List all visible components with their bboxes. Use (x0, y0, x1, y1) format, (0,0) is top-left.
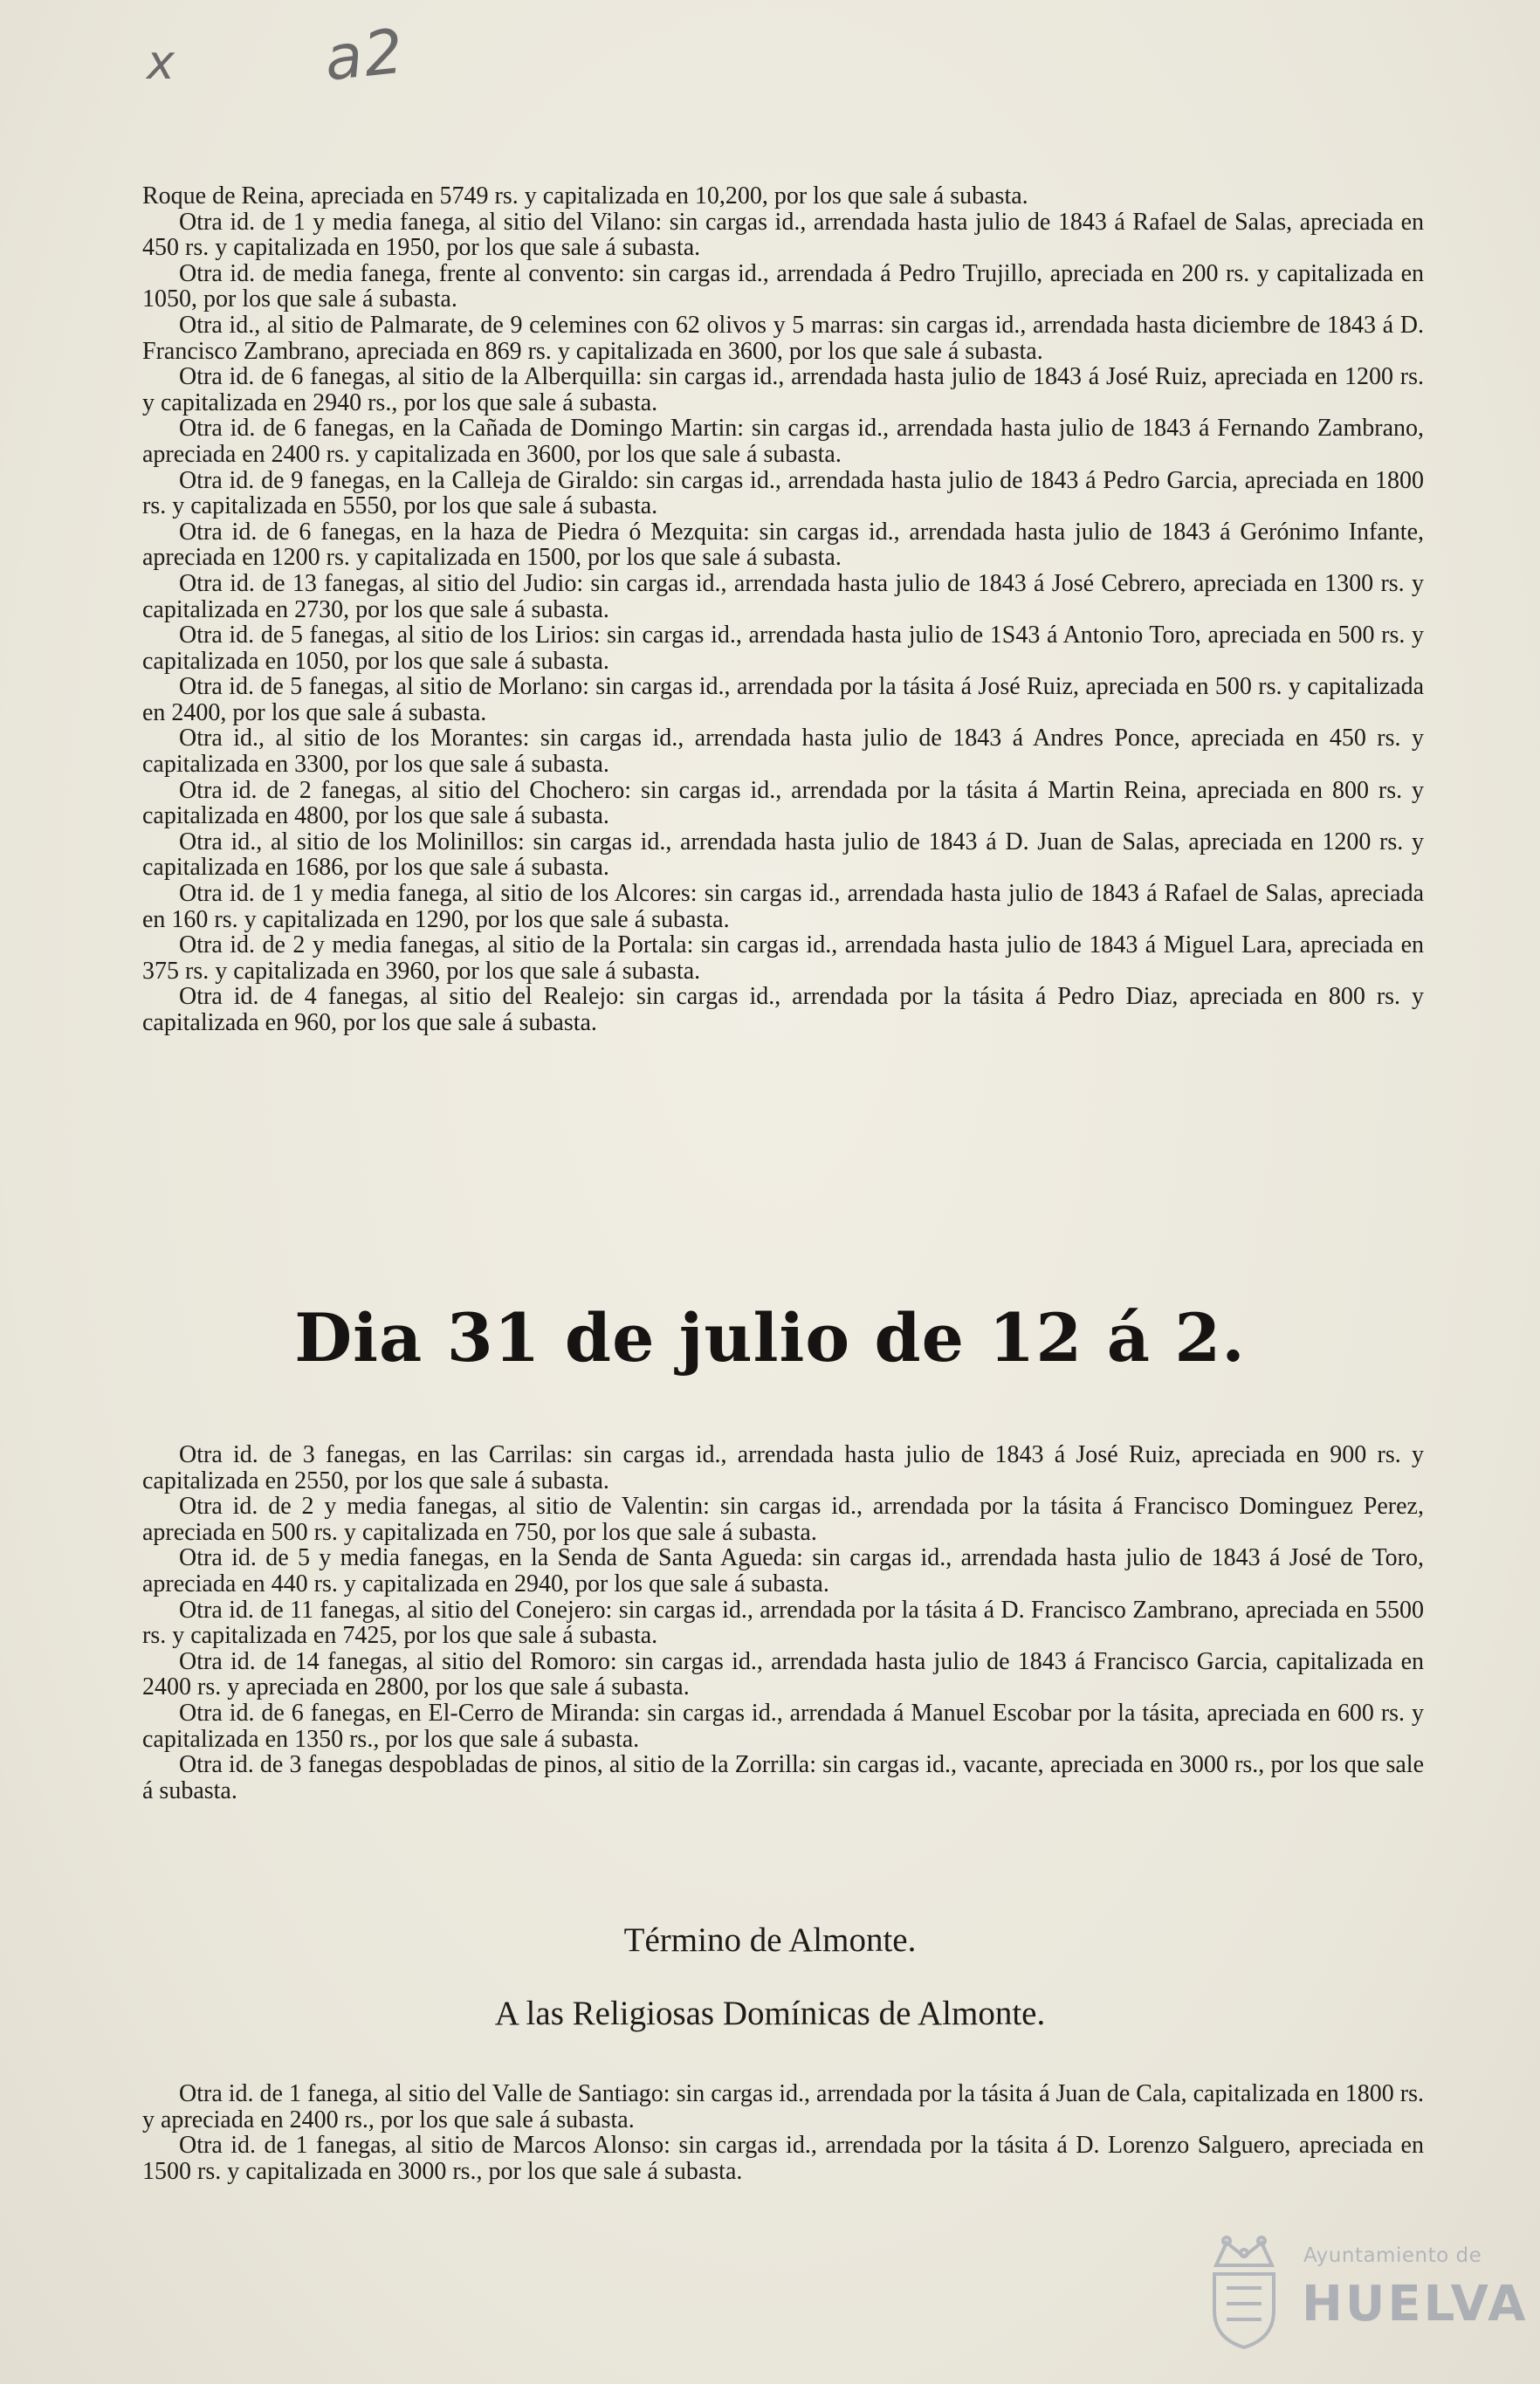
paragraph: Otra id. de 1 fanegas, al sitio de Marcos Alonso: sin cargas id., arrendada por la tásita á D. Lorenzo Salguero, apreciada en 1500 rs. y capitalizada en 3000 rs., por los que sale á subasta. (142, 2132, 1424, 2185)
archive-watermark (1200, 2230, 1529, 2361)
paragraph: Otra id. de 3 fanegas, en las Carrilas: sin cargas id., arrendada hasta julio de 1843 á José Ruiz, apreciada en 900 rs. y capitalizada en 2550, por los que sale á subasta. (142, 1441, 1424, 1494)
paragraph: Otra id. de 2 y media fanegas, al sitio de la Portala: sin cargas id., arrendada hasta julio de 1843 á Miguel Lara, apreciada en 375 rs. y capitalizada en 3960, por los que sale á subasta. (142, 931, 1424, 985)
paragraph: Otra id. de 6 fanegas, en la Cañada de Domingo Martin: sin cargas id., arrendada hasta julio de 1843 á Fernando Zambrano, apreciada en 2400 rs. y capitalizada en 3600, por los que sale á subasta. (142, 415, 1424, 468)
paragraph-block-3 (142, 2081, 1424, 2184)
paragraph: Otra id. de 11 fanegas, al sitio del Conejero: sin cargas id., arrendada por la tásita á D. Francisco Zambrano, apreciada en 5500 rs. y capitalizada en 7425, por los que sale á subasta. (142, 1596, 1424, 1650)
paragraph: Otra id. de 14 fanegas, al sitio del Romoro: sin cargas id., arrendada hasta julio de 1843 á Francisco Garcia, capitalizada en 2400 rs. y apreciada en 2800, por los que sale á subasta. (142, 1647, 1424, 1701)
paragraph: Otra id. de 5 fanegas, al sitio de los Lirios: sin cargas id., arrendada hasta julio de 1S43 á Antonio Toro, apreciada en 500 rs. y capitalizada en 1050, por los que sale á subasta. (142, 622, 1424, 675)
paragraph: Otra id., al sitio de Palmarate, de 9 celemines con 62 olivos y 5 marras: sin cargas id., arrendada hasta diciembre de 1843 á D. Francisco Zambrano, apreciada en 869 rs. y capitalizada en 3600, por los que sale á subasta. (142, 311, 1424, 365)
section-title: Dia 31 de julio de 12 á 2. (294, 1299, 1246, 1377)
watermark-text-main: HUELVA (1302, 2276, 1529, 2332)
paragraph: Otra id. de 5 fanegas, al sitio de Morlano: sin cargas id., arrendada por la tásita á José Ruiz, apreciada en 500 rs. y capitalizada en 2400, por los que sale á subasta. (142, 673, 1424, 726)
paragraph: Otra id. de 4 fanegas, al sitio del Realejo: sin cargas id., arrendada por la tásita á Pedro Diaz, apreciada en 800 rs. y capitalizada en 960, por los que sale á subasta. (142, 983, 1424, 1036)
paragraph: Otra id. de 5 y media fanegas, en la Senda de Santa Agueda: sin cargas id., arrendada hasta julio de 1843 á José de Toro, apreciada en 440 rs. y capitalizada en 2940, por los que sale á subasta. (142, 1544, 1424, 1597)
paragraph: Otra id. de 2 fanegas, al sitio del Chochero: sin cargas id., arrendada por la tásita á Martin Reina, apreciada en 800 rs. y capitalizada en 4800, por los que sale á subasta. (142, 776, 1424, 830)
handwritten-code: a2 (320, 15, 409, 95)
paragraph: Otra id. de 6 fanegas, al sitio de la Alberquilla: sin cargas id., arrendada hasta julio de 1843 á José Ruiz, apreciada en 1200 rs. y capitalizada en 2940 rs., por los que sale á subasta. (142, 363, 1424, 416)
watermark-text-top: Ayuntamiento de (1303, 2244, 1482, 2267)
paragraph: Otra id. de 1 y media fanega, al sitio del Vilano: sin cargas id., arrendada hasta julio de 1843 á Rafael de Salas, apreciada en 450 rs. y capitalizada en 1950, por los que sale á subasta. (142, 208, 1424, 262)
paragraph: Otra id. de 1 y media fanega, al sitio de los Alcores: sin cargas id., arrendada hasta julio de 1843 á Rafael de Salas, apreciada en 160 rs. y capitalizada en 1290, por los que sale á subasta. (142, 880, 1424, 933)
handwritten-x-mark: x (147, 35, 175, 90)
religiosas-heading: A las Religiosas Domínicas de Almonte. (494, 1995, 1046, 2032)
paragraph: Roque de Reina, apreciada en 5749 rs. y capitalizada en 10,200, por los que sale á subasta. (142, 182, 1028, 210)
paragraph: Otra id. de 3 fanegas despobladas de pinos, al sitio de la Zorrilla: sin cargas id., vacante, apreciada en 3000 rs., por los que sale á subasta. (142, 1751, 1424, 1804)
paragraph: Otra id. de media fanega, frente al convento: sin cargas id., arrendada á Pedro Trujillo, apreciada en 200 rs. y capitalizada en 1050, por los que sale á subasta. (142, 259, 1424, 313)
paragraph: Otra id. de 2 y media fanegas, al sitio de Valentin: sin cargas id., arrendada por la tásita á Francisco Dominguez Perez, apreciada en 500 rs. y capitalizada en 750, por los que sale á subasta. (142, 1493, 1424, 1546)
paragraph: Otra id. de 13 fanegas, al sitio del Judio: sin cargas id., arrendada hasta julio de 1843 á José Cebrero, apreciada en 1300 rs. y capitalizada en 2730, por los que sale á subasta. (142, 569, 1424, 623)
paragraph: Otra id., al sitio de los Molinillos: sin cargas id., arrendada hasta julio de 1843 á D. Juan de Salas, apreciada en 1200 rs. y capitalizada en 1686, por los que sale á subasta. (142, 828, 1424, 882)
paragraph: Otra id. de 9 fanegas, en la Calleja de Giraldo: sin cargas id., arrendada hasta julio de 1843 á Pedro Garcia, apreciada en 1800 rs. y capitalizada en 5550, por los que sale á subasta. (142, 466, 1424, 520)
termino-heading: Término de Almonte. (623, 1921, 917, 1959)
paragraph: Otra id., al sitio de los Morantes: sin cargas id., arrendada hasta julio de 1843 á Andres Ponce, apreciada en 450 rs. y capitalizada en 3300, por los que sale á subasta. (142, 725, 1424, 779)
paragraph: Otra id. de 6 fanegas, en la haza de Piedra ó Mezquita: sin cargas id., arrendada hasta julio de 1843 á Gerónimo Infante, apreciada en 1200 rs. y capitalizada en 1500, por los que sale á subasta. (142, 518, 1424, 572)
paragraph-block-1 (142, 183, 1424, 1036)
paragraph: Otra id. de 6 fanegas, en El-Cerro de Miranda: sin cargas id., arrendada á Manuel Escobar por la tásita, apreciada en 600 rs. y capitalizada en 1350 rs., por los que sale á subasta. (142, 1699, 1424, 1753)
paragraph-block-2 (142, 1442, 1424, 1803)
paragraph: Otra id. de 1 fanega, al sitio del Valle de Santiago: sin cargas id., arrendada por la tásita á Juan de Cala, capitalizada en 1800 rs. y apreciada en 2400 rs., por los que sale á subasta. (142, 2080, 1424, 2133)
crown-shield-icon (1200, 2230, 1288, 2353)
